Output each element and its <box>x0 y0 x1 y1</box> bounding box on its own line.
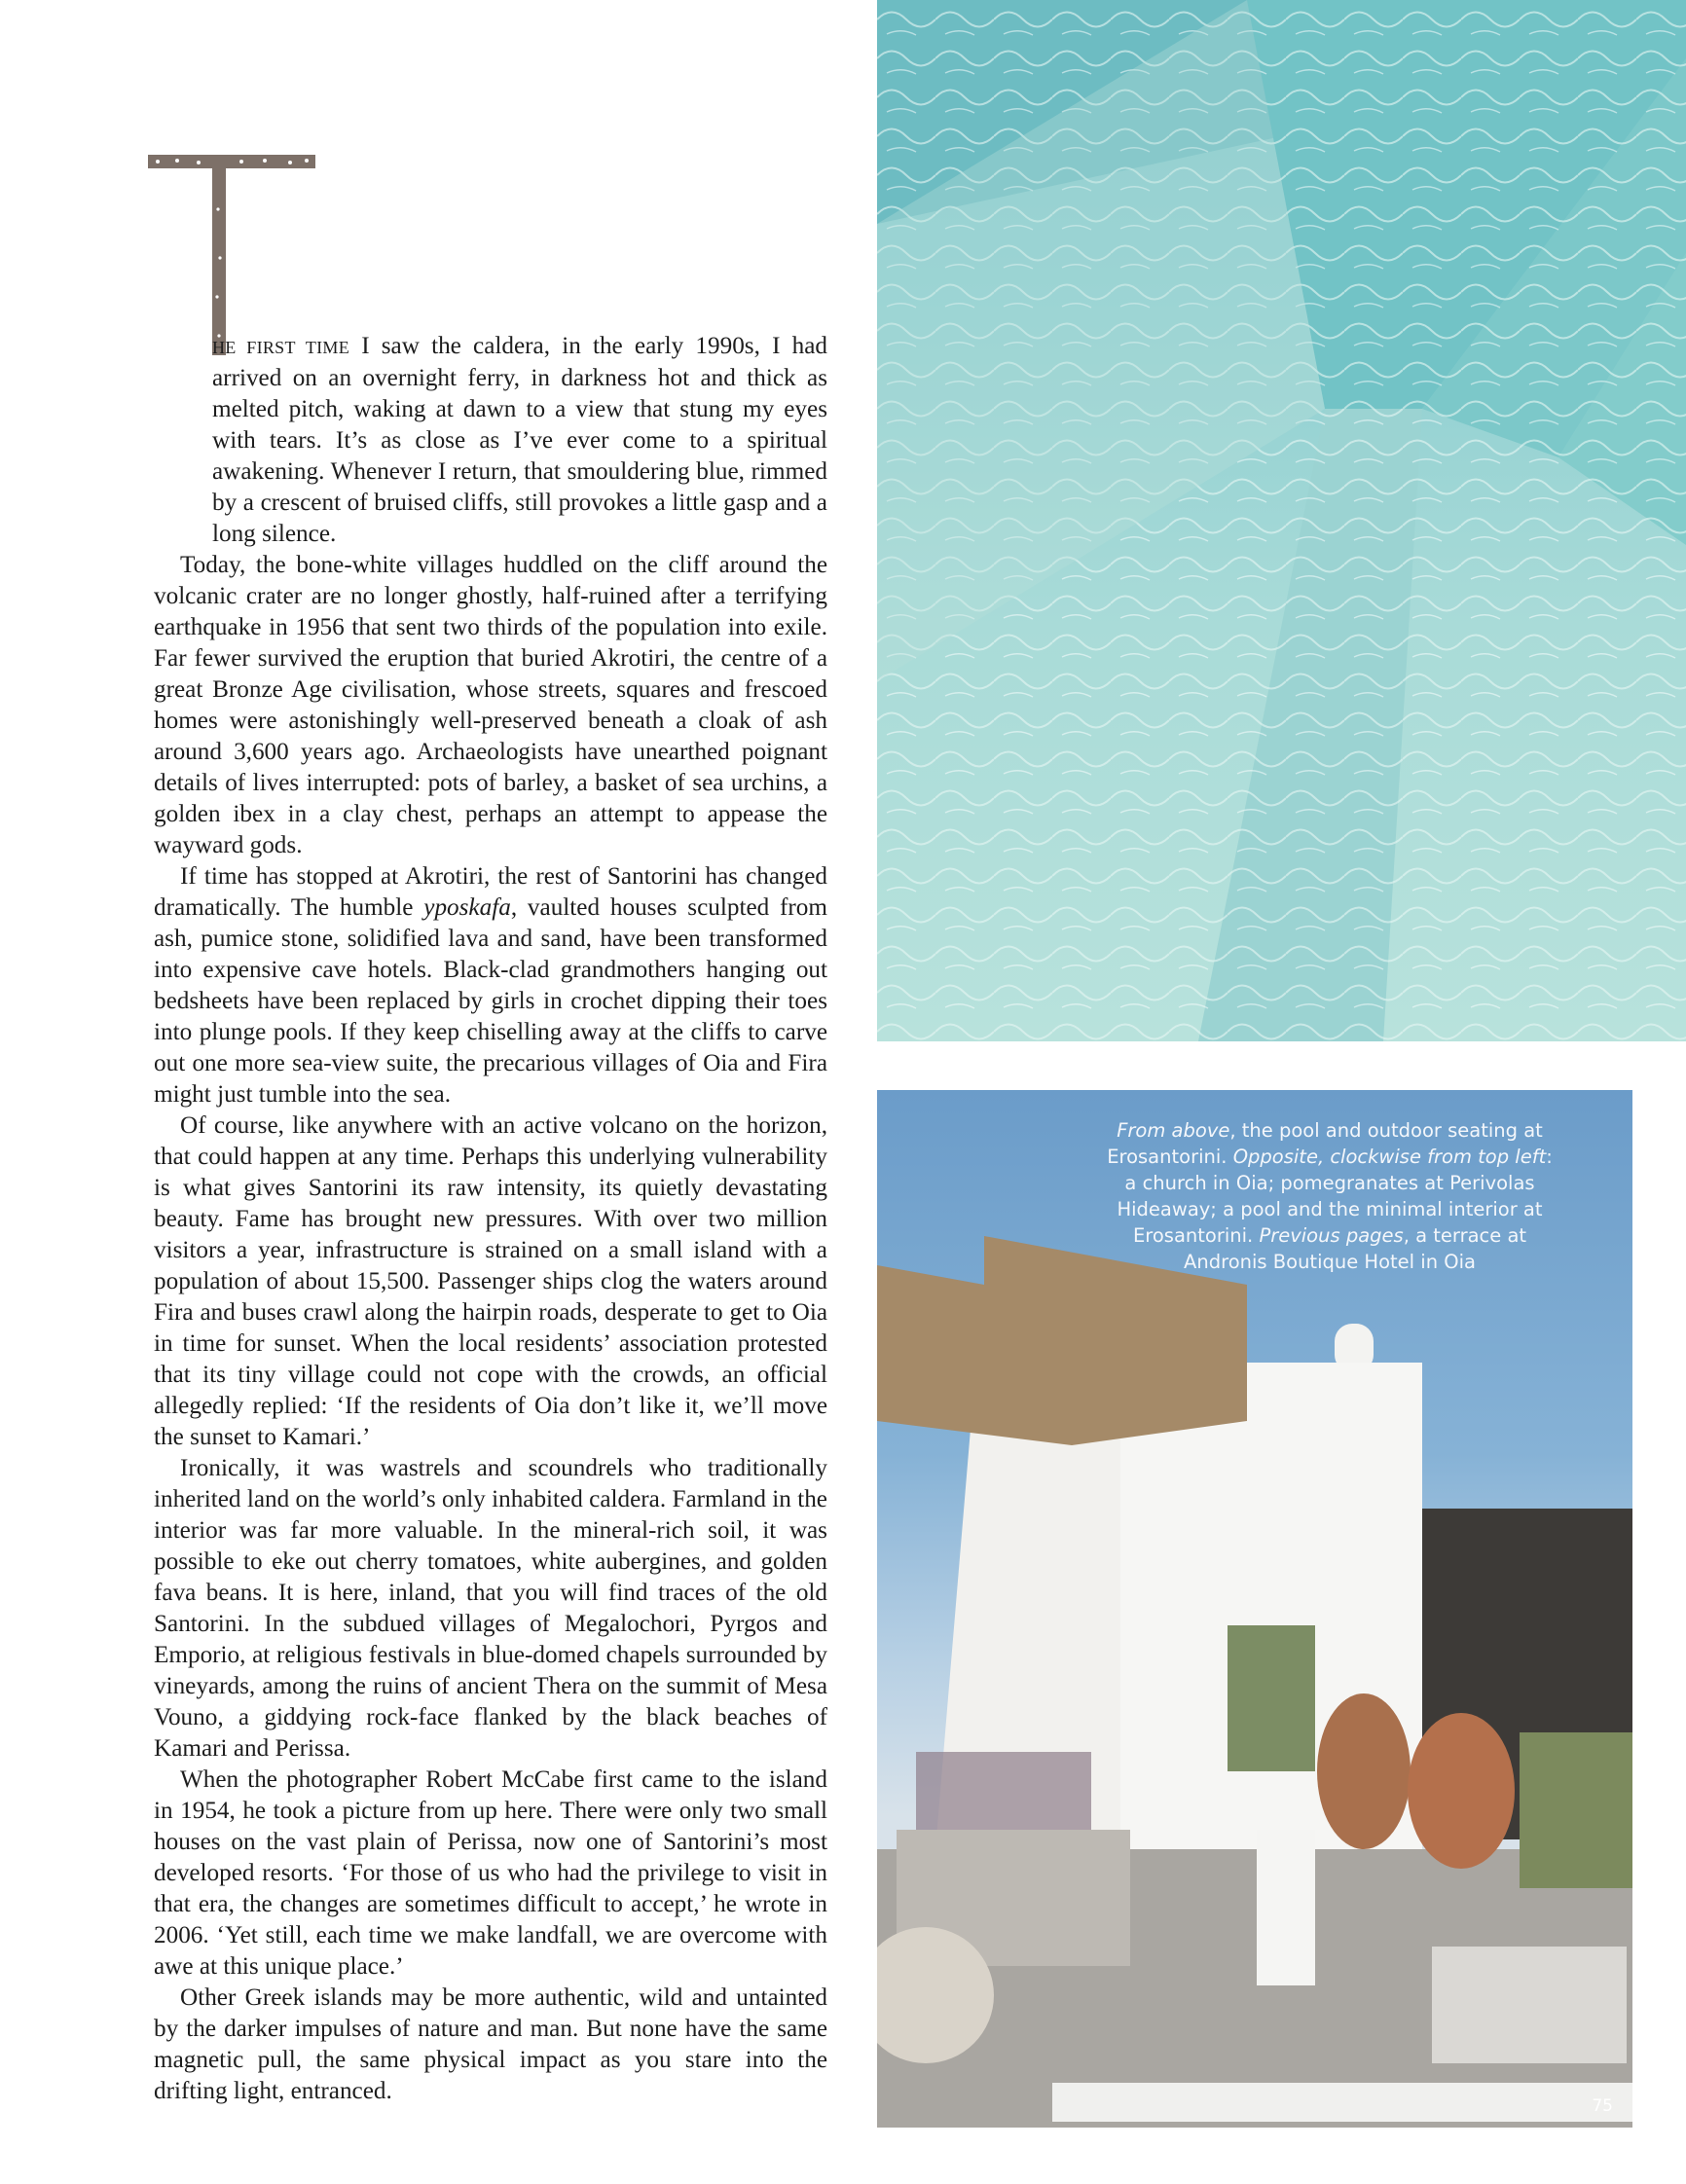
caption-italic: Opposite, clockwise from top left <box>1232 1146 1547 1168</box>
caption-italic: From above <box>1117 1119 1230 1142</box>
paragraph: Of course, like anywhere with an active volcano on the horizon, that could happen at any time. Perhaps this underlying vulnerability is what gives Santorini its raw intensity, its quietly devastating beauty. Fame has brought new pressures. With over two million visitors a year, infrastructure is strained on a small island with a population of about 15,500. Passenger ships clog the waters around Fira and buses crawl along the hairpin roads, desperate to get to Oia in time for sunset. When the local residents’ association protested that its tiny village could not cope with the crowds, an official allegedly replied: ‘If the residents of Oia don’t like it, we’ll move the sunset to Kamari.’ <box>154 1112 827 1450</box>
lead-in: HE FIRST TIME <box>212 338 350 357</box>
paragraph <box>154 861 827 1110</box>
paragraph: Other Greek islands may be more authentic, wild and untainted by the darker impulses of nature and man. But none have the same magnetic pull, the same physical impact as you stare into the drifting light, entranced. <box>154 1984 827 2104</box>
photo-caption <box>1101 1117 1558 1275</box>
caption-text: : a church in Oia; pomegranates at Perivolas Hideaway; a pool and the minimal interior at Erosantorini. <box>1117 1146 1553 1247</box>
paragraph <box>154 331 827 550</box>
paragraph-text: I saw the caldera, in the early 1990s, I had arrived on an overnight ferry, in darkness hot and thick as melted pitch, waking at dawn to a view that stung my eyes with tears. It’s as close as I’ve ever come to a spiritual awakening. Whenever I return, that smouldering blue, rimmed by a crescent of bruised cliffs, still provokes a little gasp and a long silence. <box>212 333 828 547</box>
pool-photo <box>877 0 1686 1041</box>
paragraph-text: , vaulted houses sculpted from ash, pumice stone, solidified lava and sand, have been transformed into expensive cave hotels. Black-clad grandmothers hanging out bedsheets have been replaced by girls in crochet dipping their toes into plunge pools. If they keep chiselling away at the cliffs to carve out one more sea-view suite, the precarious villages of Oia and Fira might just tumble into the sea. <box>154 894 827 1108</box>
paragraph: Ironically, it was wastrels and scoundrels who traditionally inherited land on the world’s only inhabited caldera. Farmland in the interior was far more valuable. In the mineral-rich soil, it was possible to eke out cherry tomatoes, white aubergines, and golden fava beans. It is here, inland, that you will find traces of the old Santorini. In the subdued villages of Megalochori, Pyrgos and Emporio, at religious festivals in blue-domed chapels surrounded by vineyards, among the ruins of ancient Thera on the summit of Mesa Vouno, a giddying rock-face flanked by the black beaches of Kamari and Perissa. <box>154 1455 827 1762</box>
pool-steps-image <box>877 0 1686 1041</box>
italic-term: yposkafa <box>423 894 511 921</box>
paragraph-text: If time has stopped at Akrotiri, the rest of Santorini has changed dramatically. The humble <box>154 863 827 921</box>
caption-italic: Previous pages <box>1259 1224 1404 1247</box>
caption-text: , the pool and outdoor seating at Erosantorini. <box>1107 1119 1543 1168</box>
article-body <box>154 331 827 2107</box>
paragraph: When the photographer Robert McCabe first came to the island in 1954, he took a picture from up here. There were only two small houses on the vast plain of Perissa, now one of Santorini’s most developed resorts. ‘For those of us who had the privilege to visit in that era, the changes are sometimes difficult to accept,’ he wrote in 2006. ‘Yet still, each time we make landfall, we are overcome with awe at this unique place.’ <box>154 1766 827 1980</box>
page-number: 75 <box>1592 2096 1613 2116</box>
dropcap-letter <box>148 151 318 355</box>
paragraph: Today, the bone-white villages huddled on the cliff around the volcanic crater are no longer ghostly, half-ruined after a terrifying earthquake in 1956 that sent two thirds of the population into exile. Far fewer survived the eruption that buried Akrotiri, the centre of a great Bronze Age civilisation, whose streets, squares and frescoed homes were astonishingly well-preserved beneath a cloak of ash around 3,600 years ago. Archaeologists have unearthed poignant details of lives interrupted: pots of barley, a basket of sea urchins, a golden ibex in a clay chest, perhaps an attempt to appease the wayward gods. <box>154 552 827 858</box>
caption-text: , a terrace at Andronis Boutique Hotel in Oia <box>1184 1224 1527 1273</box>
terrace-photo <box>877 1090 1632 2128</box>
